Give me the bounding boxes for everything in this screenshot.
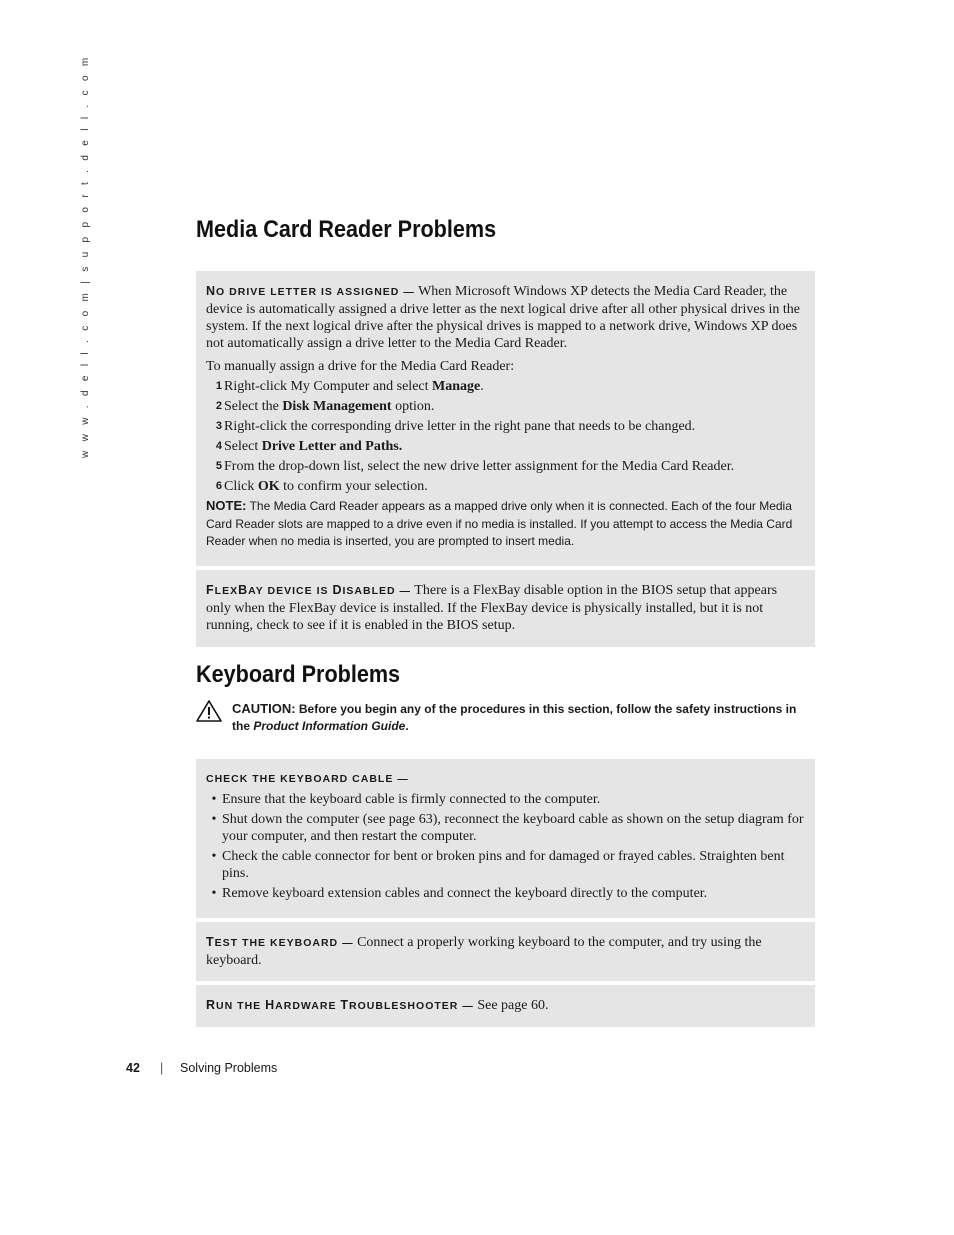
step-text — [224, 438, 402, 455]
test-keyboard-heading: TEST THE KEYBOARD — — [206, 935, 354, 949]
step-text — [224, 378, 484, 395]
bullet-text: Remove keyboard extension cables and connect the keyboard directly to the computer. — [222, 886, 708, 901]
caution-end: . — [405, 719, 409, 733]
step-text-pre: From the drop-down list, select the new drive letter assignment for the Media Card Reader. — [224, 459, 735, 474]
caution-text-block — [232, 700, 815, 735]
check-cable-heading: CHECK THE KEYBOARD CABLE — — [206, 773, 409, 785]
flexbay-section — [196, 570, 815, 647]
step-text-bold: OK — [257, 479, 280, 494]
step-text-post: to confirm your selection. — [279, 479, 428, 494]
media-card-title: Media Card Reader Problems — [196, 216, 497, 243]
note-text: The Media Card Reader appears as a mapped drive only when it is connected. Each of the four Media Card Reader slots are mapped to a drive even if no media is installed. If you attempt to access the Media Card Reader when no media is inserted, you are prompted to insert media. — [206, 499, 793, 548]
steps-list — [206, 378, 805, 495]
bullet-dot-icon: • — [211, 886, 217, 901]
test-keyboard-text: Connect a properly working keyboard to the computer, and try using the keyboard. — [206, 935, 762, 968]
troubleshooter-paragraph — [206, 997, 805, 1015]
bullet-text: Ensure that the keyboard cable is firmly connected to the computer. — [222, 792, 601, 807]
bullet-text: Check the cable connector for bent or broken pins and for damaged or frayed cables. Straighten bent pins. — [222, 849, 785, 881]
step-item — [206, 478, 805, 495]
step-item — [206, 438, 805, 455]
step-text — [224, 398, 434, 415]
flexbay-paragraph — [206, 582, 805, 634]
test-keyboard-section — [196, 922, 815, 981]
step-text-bold: Disk Management — [282, 399, 392, 414]
note-block — [206, 497, 805, 551]
caution-guide: Product Information Guide — [253, 719, 406, 733]
step-number: 5 — [215, 460, 222, 472]
no-drive-paragraph — [206, 283, 805, 352]
step-number: 6 — [215, 480, 222, 492]
flexbay-heading: FLEXBAY DEVICE IS DISABLED — — [206, 583, 412, 597]
page-footer — [126, 1061, 277, 1075]
flexbay-text: There is a FlexBay disable option in the BIOS setup that appears only when the FlexBay device is installed. If the FlexBay device is physically installed, but it is not running, check to see if it is enabled in the BIOS setup. — [206, 583, 778, 633]
no-drive-heading: NO DRIVE LETTER IS ASSIGNED — — [206, 284, 415, 298]
step-item — [206, 418, 805, 435]
step-number: 1 — [215, 380, 222, 392]
step-text-pre: Click — [224, 479, 258, 494]
troubleshooter-text: See page 60. — [477, 998, 549, 1013]
step-text-post: option. — [391, 399, 435, 414]
step-text — [224, 418, 695, 435]
caution-icon — [196, 700, 232, 735]
bullet-text: Shut down the computer (see page 63), reconnect the keyboard cable as shown on the setup diagram for your computer, and then restart the computer. — [222, 812, 804, 844]
footer-separator: | — [160, 1061, 164, 1075]
step-item — [206, 398, 805, 415]
bullet-dot-icon: • — [211, 849, 217, 864]
test-keyboard-paragraph — [206, 934, 805, 969]
step-text-pre: Right-click My Computer and select — [224, 379, 433, 394]
hardware-troubleshooter-section — [196, 985, 815, 1027]
step-text-pre: Select — [224, 439, 262, 454]
step-text-bold: Manage — [432, 379, 481, 394]
no-drive-letter-section — [196, 271, 815, 566]
cable-bullets — [206, 791, 805, 902]
sidebar-url-text: w w w . d e l l . c o m | s u p p o r t . d e l l . c o m — [80, 54, 91, 458]
bullet-item — [206, 791, 805, 808]
step-number: 2 — [215, 400, 222, 412]
sidebar-url — [80, 54, 100, 458]
step-number: 3 — [215, 420, 222, 432]
bullet-dot-icon: • — [211, 812, 217, 827]
check-cable-section — [196, 759, 815, 918]
manual-assign-intro: To manually assign a drive for the Media Card Reader: — [206, 359, 515, 374]
bullet-item — [206, 885, 805, 902]
caution-label: CAUTION: — [232, 701, 296, 716]
step-text-pre: Right-click the corresponding drive letter in the right pane that needs to be changed. — [224, 419, 696, 434]
bullet-item — [206, 848, 805, 882]
step-item — [206, 378, 805, 395]
page-number: 42 — [126, 1061, 140, 1075]
caution-text: Before you begin any of the procedures in this section, follow the safety instructions in the — [232, 702, 797, 733]
step-number: 4 — [215, 440, 222, 452]
step-text-bold: Drive Letter and Paths. — [261, 439, 403, 454]
step-text — [224, 458, 734, 475]
keyboard-title: Keyboard Problems — [196, 661, 401, 688]
step-text-pre: Select the — [224, 399, 283, 414]
caution-block — [196, 700, 815, 735]
troubleshooter-heading: RUN THE HARDWARE TROUBLESHOOTER — — [206, 998, 474, 1012]
bullet-item — [206, 811, 805, 845]
note-label: NOTE: — [206, 498, 247, 513]
step-item — [206, 458, 805, 475]
no-drive-text: When Microsoft Windows XP detects the Media Card Reader, the device is automatically assigned a drive letter as the next logical drive after all other physical drives in the system. If the next logical drive after the physical drives is mapped to a network drive, Windows XP does not automatically assign a drive letter to the Media Card Reader. — [206, 284, 801, 351]
bullet-dot-icon: • — [211, 792, 217, 807]
footer-section: Solving Problems — [180, 1061, 278, 1075]
step-text-post: . — [480, 379, 484, 394]
step-text — [224, 478, 428, 495]
